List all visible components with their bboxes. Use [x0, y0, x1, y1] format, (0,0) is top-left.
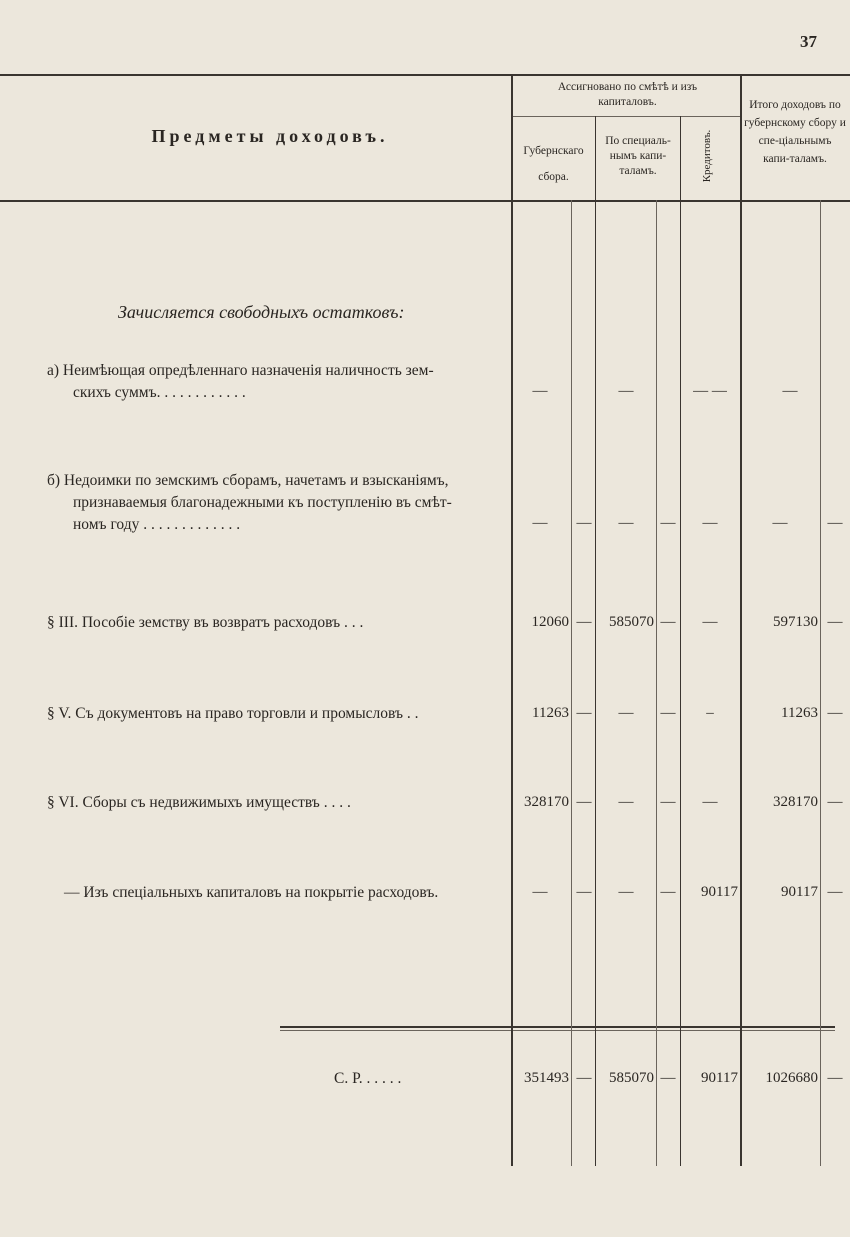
- row-b-total-kop: —: [827, 515, 843, 531]
- row-spec-cap-cred: 90117: [701, 884, 738, 900]
- assigned-under-rule: [512, 116, 740, 117]
- col-rule-total-kop: [820, 200, 821, 1166]
- row-v-label: § V. Съ документовъ на право торговли и промысловъ . .: [47, 705, 419, 722]
- row-b-gub: —: [532, 515, 548, 531]
- sum-rule-1: [280, 1026, 835, 1028]
- row-vi-total-kop: —: [827, 794, 843, 810]
- col-rule-spec: [595, 116, 596, 1166]
- row-spec-cap-spec-kop: —: [660, 884, 676, 900]
- row-b-cred: —: [702, 515, 718, 531]
- sum-rule-2: [280, 1030, 835, 1031]
- header-cred: Кредитовъ.: [701, 129, 713, 183]
- page-number: 37: [800, 32, 817, 51]
- summary-total: 1026680: [765, 1070, 818, 1086]
- row-spec-cap-total: 90117: [781, 884, 818, 900]
- row-spec-cap-spec: —: [618, 884, 634, 900]
- row-a-line-1: а) Неимѣющая опредѣленнаго назначенія наличность зем-: [47, 362, 434, 379]
- row-vi-spec-kop: —: [660, 794, 676, 810]
- summary-gub: 351493: [524, 1070, 569, 1086]
- row-iii-total: 597130: [773, 614, 818, 630]
- header-assigned: Ассигновано по смѣтѣ и изъ капиталовъ.: [557, 81, 698, 108]
- row-v-cred: –: [706, 705, 714, 721]
- row-spec-cap-gub-kop: —: [576, 884, 592, 900]
- header-main: Предметы доходовъ.: [151, 126, 389, 146]
- col-rule-spec-kop: [656, 200, 657, 1166]
- row-v-spec: —: [618, 705, 634, 721]
- row-iii-spec-kop: —: [660, 614, 676, 630]
- header-gub: Губернскаго сбора.: [523, 145, 584, 183]
- row-vi-spec: —: [618, 794, 634, 810]
- row-a-total: —: [782, 383, 798, 399]
- col-rule-gub-kop: [571, 200, 572, 1166]
- row-vi-total: 328170: [773, 794, 818, 810]
- row-v-total-kop: —: [827, 705, 843, 721]
- row-vi-gub: 328170: [524, 794, 569, 810]
- row-iii-label: § III. Пособіе земству въ возвратъ расходовъ . . .: [47, 614, 364, 631]
- section-title: Зачисляется свободныхъ остатковъ:: [118, 302, 405, 322]
- row-b-spec-kop: —: [660, 515, 676, 531]
- row-v-total: 11263: [781, 705, 818, 721]
- row-vi-cred: —: [702, 794, 718, 810]
- summary-label: С. Р. . . . . .: [334, 1070, 402, 1087]
- row-vi-gub-kop: —: [576, 794, 592, 810]
- row-iii-spec: 585070: [609, 614, 654, 630]
- summary-total-kop: —: [827, 1070, 843, 1086]
- header-total: Итого доходовъ по губернскому сбору и спе-ціальнымъ капи-таламъ.: [744, 99, 846, 165]
- row-iii-total-kop: —: [827, 614, 843, 630]
- summary-cred: 90117: [701, 1070, 738, 1086]
- summary-spec-kop: —: [660, 1070, 676, 1086]
- row-b-line-2: признаваемыя благонадежными къ поступленію въ смѣт-: [73, 494, 452, 511]
- row-vi-label: § VI. Сборы съ недвижимыхъ имуществъ . . . .: [47, 794, 351, 811]
- row-iii-cred: —: [702, 614, 718, 630]
- header-spec: По специаль-нымъ капи-таламъ.: [605, 135, 671, 177]
- row-a-line-2: скихъ суммъ. . . . . . . . . . . .: [73, 384, 246, 401]
- row-b-gub-kop: —: [576, 515, 592, 531]
- top-rule: [0, 74, 850, 76]
- row-v-gub-kop: —: [576, 705, 592, 721]
- row-b-line-1: б) Недоимки по земскимъ сборамъ, начетамъ и взысканіямъ,: [47, 472, 449, 489]
- row-a-gub: —: [532, 383, 548, 399]
- col-rule-cred: [680, 116, 681, 1166]
- row-b-spec: —: [618, 515, 634, 531]
- row-spec-cap-total-kop: —: [827, 884, 843, 900]
- row-b-total: —: [772, 515, 788, 531]
- row-spec-cap-label: — Изъ спеціальныхъ капиталовъ на покрытіе расходовъ.: [64, 884, 439, 901]
- row-a-spec: —: [618, 383, 634, 399]
- row-iii-gub: 12060: [531, 614, 569, 630]
- header-bottom-rule: [0, 200, 850, 202]
- summary-gub-kop: —: [576, 1070, 592, 1086]
- row-iii-gub-kop: —: [576, 614, 592, 630]
- row-v-spec-kop: —: [660, 705, 676, 721]
- row-spec-cap-gub: —: [532, 884, 548, 900]
- row-a-cred: — —: [693, 383, 727, 399]
- row-b-line-3: номъ году . . . . . . . . . . . . .: [73, 516, 241, 533]
- summary-spec: 585070: [609, 1070, 654, 1086]
- row-v-gub: 11263: [532, 705, 569, 721]
